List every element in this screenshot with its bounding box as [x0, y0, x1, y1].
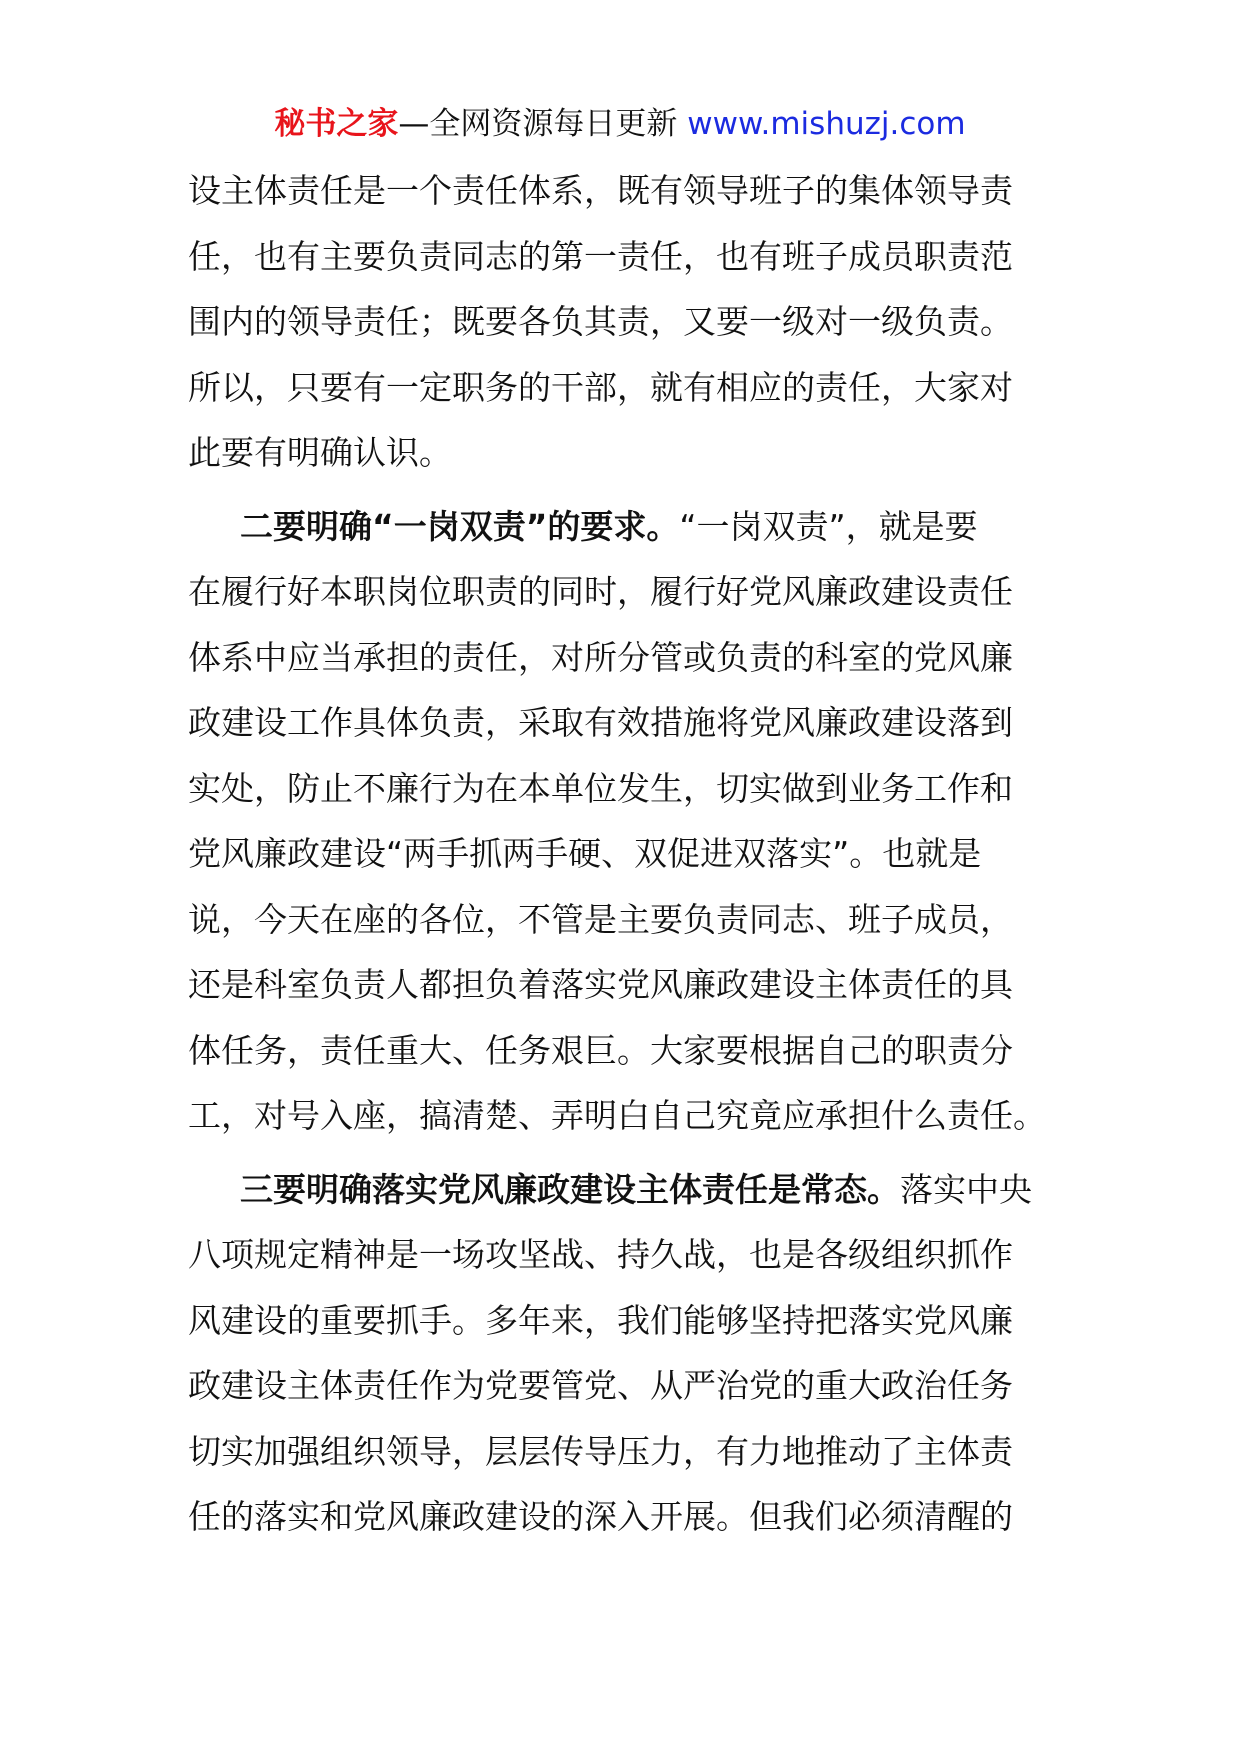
text-line: 政建设主体责任作为党要管党、从严治党的重大政治任务: [188, 1366, 1013, 1405]
text-line: 切实加强组织领导，层层传导压力，有力地推动了主体责: [188, 1431, 1013, 1471]
paragraph-gap: [188, 486, 1058, 494]
paragraph-continuation: [188, 158, 1058, 486]
paragraph-first-line: [188, 494, 1058, 560]
section-heading: 二要明确“一岗双责”的要求。: [240, 506, 680, 546]
text-line: 体任务，责任重大、任务艰巨。大家要根据自己的职责分: [188, 1030, 1013, 1070]
text-line: 风建设的重要抓手。多年来，我们能够坚持把落实党风廉: [188, 1300, 1013, 1340]
text-line: 设主体责任是一个责任体系，既有领导班子的集体领导责: [188, 171, 1013, 210]
header-slogan: —全网资源每日更新: [398, 106, 688, 142]
heading-followup-text: “一岗双责”，就是要: [679, 506, 978, 546]
text-line: 实处，防止不廉行为在本单位发生，切实做到业务工作和: [188, 768, 1013, 808]
text-line: 工，对号入座，搞清楚、弄明白自己究竟应承担什么责任。: [188, 1096, 1046, 1135]
text-line: 此要有明确认识。: [188, 433, 452, 472]
watermark-header: [0, 102, 1240, 146]
text-line: 所以，只要有一定职务的干部，就有相应的责任，大家对: [188, 367, 1013, 407]
paragraph-one-post-two-duties: [188, 494, 1058, 1149]
text-line: 任的落实和党风廉政建设的深入开展。但我们必须清醒的: [188, 1497, 1013, 1536]
text-line: 任，也有主要负责同志的第一责任，也有班子成员职责范: [188, 236, 1013, 276]
document-body: [188, 158, 1058, 1550]
text-line: 党风廉政建设“两手抓两手硬、双促进双落实”。也就是: [188, 834, 982, 873]
text-line: 说，今天在座的各位，不管是主要负责同志、班子成员，: [188, 899, 1013, 939]
site-url-link[interactable]: www.mishuzj.com: [687, 106, 966, 142]
text-line: 政建设工作具体负责，采取有效措施将党风廉政建设落到: [188, 703, 1013, 742]
text-line: 在履行好本职岗位职责的同时，履行好党风廉政建设责任: [188, 572, 1013, 611]
paragraph-responsibility-normal-state: [188, 1157, 1058, 1550]
brand-name: 秘书之家: [274, 106, 399, 142]
text-line: 还是科室负责人都担负着落实党风廉政建设主体责任的具: [188, 965, 1013, 1004]
heading-followup-text: 落实中央: [900, 1169, 1032, 1209]
text-line: 围内的领导责任；既要各负其责，又要一级对一级负责。: [188, 302, 1013, 341]
text-line: 体系中应当承担的责任，对所分管或负责的科室的党风廉: [188, 637, 1013, 677]
section-heading: 三要明确落实党风廉政建设主体责任是常态。: [240, 1169, 900, 1209]
paragraph-first-line: [188, 1157, 1058, 1223]
text-line: 八项规定精神是一场攻坚战、持久战，也是各级组织抓作: [188, 1235, 1013, 1274]
paragraph-gap: [188, 1149, 1058, 1157]
